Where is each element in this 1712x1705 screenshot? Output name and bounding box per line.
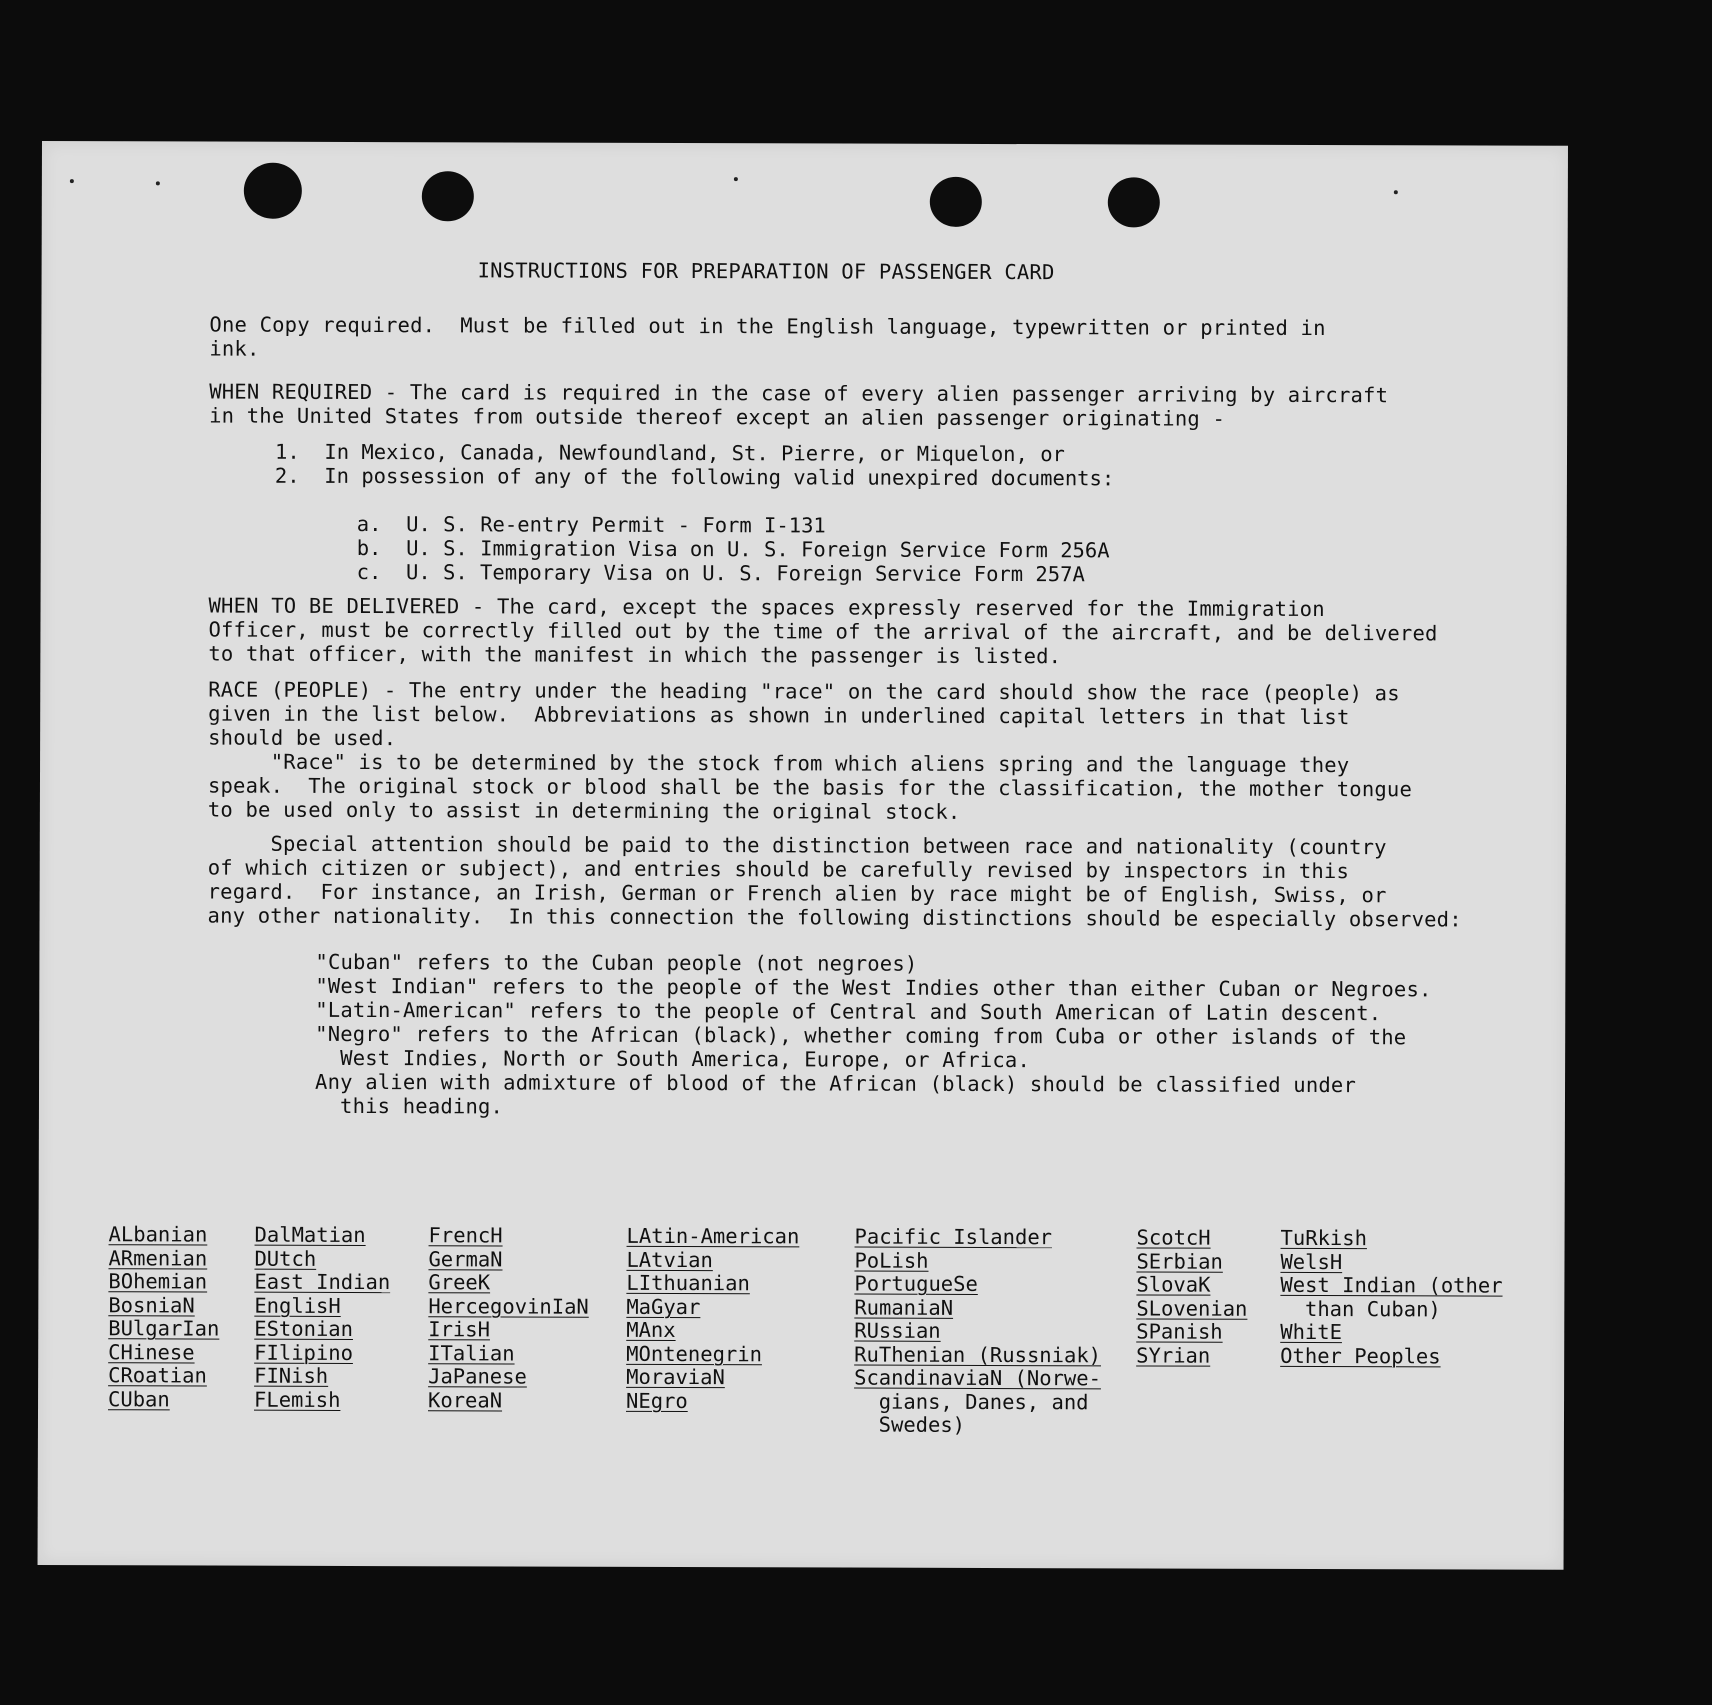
race-item: SPanish [1136,1319,1223,1344]
document-list [357,512,1110,586]
race-item: JaPanese [428,1364,527,1389]
race-item: West Indian (other [1280,1272,1503,1298]
speck [1394,190,1398,194]
race-item: TuRkish [1280,1225,1368,1251]
race-item: CRoatian [108,1363,207,1388]
punch-hole [422,171,474,221]
race-item: gians, Danes, and [854,1389,1089,1414]
race-item: Pacific Islander [854,1224,1053,1250]
race-item: FLemish [254,1387,341,1412]
race-item: East Indian [254,1269,391,1295]
race-item: SYrian [1136,1342,1211,1368]
document-item: c. U. S. Temporary Visa on U. S. Foreign Service Form 257A [356,559,1085,587]
race-item: GreeK [428,1270,491,1295]
race-item: Swedes) [853,1412,966,1437]
race-item: PoLish [854,1248,929,1273]
page-title: INSTRUCTIONS FOR PREPARATION OF PASSENGER CARD [477,258,1055,285]
when-required-paragraph: WHEN REQUIRED - The card is required in the case of every alien passenger arriving by aircraft in the United States from outside thereof except an alien passenger originating - [209,379,1389,431]
document-item: a. U. S. Re-entry Permit - Form I-131 [356,511,826,538]
race-item: CUban [108,1386,170,1411]
race-item: than Cuban) [1280,1296,1441,1321]
race-item: PortugueSe [854,1271,978,1296]
document-item: b. U. S. Immigration Visa on U. S. Foreign Service Form 256A [356,535,1110,563]
speck [734,177,738,181]
race-column-7 [1280,1227,1503,1369]
race-item: MoraviaN [626,1364,725,1390]
race-item: SlovaK [1136,1272,1211,1297]
intro-paragraph: One Copy required. Must be filled out in the English language, typewritten or printed in ink. [209,312,1326,361]
race-item: MAnx [626,1317,676,1342]
race-item: ScandinaviaN (Norwe- [854,1365,1101,1391]
speck [156,181,160,185]
race-item: EnglisH [254,1293,341,1318]
race-column-1 [108,1223,220,1411]
race-column-6 [1136,1226,1248,1367]
race-item: ARmenian [108,1245,208,1271]
race-item: MaGyar [626,1294,701,1319]
race-item: RumaniaN [854,1295,954,1320]
race-item: WelsH [1280,1249,1343,1274]
race-item: ScotcH [1136,1225,1211,1250]
race-item: ITalian [428,1340,515,1365]
race-item: EStonian [254,1316,354,1341]
race-item: BOhemian [108,1269,208,1294]
speck [70,179,74,183]
origin-item: 2. In possession of any of the following valid unexpired documents: [274,463,1115,491]
race-item: GermaN [428,1246,503,1271]
race-item: CHinese [108,1339,195,1364]
race-column-5 [854,1226,1102,1438]
race-column-4 [626,1225,799,1414]
punch-hole [1108,177,1160,227]
race-item: LAtin-American [626,1223,800,1249]
race-item: IrisH [428,1317,491,1342]
race-item: BosniaN [108,1292,195,1317]
race-item: MOntenegrin [626,1341,762,1366]
race-item: DalMatian [254,1222,366,1248]
race-item: ALbanian [108,1222,208,1247]
when-delivered-paragraph: WHEN TO BE DELIVERED - The card, except the spaces expressly reserved for the Immigration Officer, must be correctly filled out by the time of the arrival of the aircraft, and be delivered to that officer, with the manifest in which the passenger is listed. [208,593,1438,669]
race-item: SLovenian [1136,1295,1248,1321]
punch-hole [244,163,302,219]
race-item: BUlgarIan [108,1316,220,1341]
race-item: LAtvian [626,1247,713,1272]
race-definitions: "Cuban" refers to the Cuban people (not negroes) "West Indian" refers to the people of the West Indies other than either Cuban or Negroes. "Latin-American" refers to the people of Central and South American of Latin descent. "Negro" refers to the African (black), whether coming from Cuba or other islands of the West Indies, North or South America, Europe, or Africa. Any alien with admixture of blood of the African (black) should be classified under this heading. [314,949,1432,1119]
race-item: RUssian [854,1318,941,1343]
race-item: HercegovinIaN [428,1293,589,1319]
race-item: FIlipino [254,1340,353,1365]
race-item: DUtch [254,1246,317,1271]
race-item: SErbian [1136,1248,1223,1274]
race-item: WhitE [1280,1319,1343,1345]
punch-hole [930,177,982,227]
race-item: NEgro [626,1388,688,1413]
race-item: FrencH [428,1223,503,1248]
document-page [38,141,1568,1570]
race-item: LIthuanian [626,1270,750,1296]
race-item: Other Peoples [1280,1343,1441,1368]
race-column-2 [254,1224,390,1412]
race-item: KoreaN [428,1387,503,1412]
race-item: FINish [254,1363,329,1388]
special-attention-paragraph: Special attention should be paid to the distinction between race and nationality (country of which citizen or subject), and entries should be carefully revised by inspectors in this regard. For instance, an Irish, German or French alien by race might be of English, Swiss, or any other nationality. In this connection the following distinctions should be especially observed: [207,831,1462,932]
race-heading-paragraph: RACE (PEOPLE) - The entry under the heading "race" on the card should show the race (people) as given in the list below. Abbreviations as shown in underlined capital letters in that list should be used. [208,677,1400,751]
race-column-3 [428,1224,589,1413]
origin-list [275,440,1114,491]
origin-item: 1. In Mexico, Canada, Newfoundland, St. Pierre, or Miquelon, or [274,439,1065,467]
race-stock-paragraph: "Race" is to be determined by the stock from which aliens spring and the language they speak. The original stock or blood shall be the basis for the classification, the mother tongue to be used only to assist in determining the original stock. [207,749,1413,824]
race-item: RuThenian (Russniak) [854,1342,1102,1367]
